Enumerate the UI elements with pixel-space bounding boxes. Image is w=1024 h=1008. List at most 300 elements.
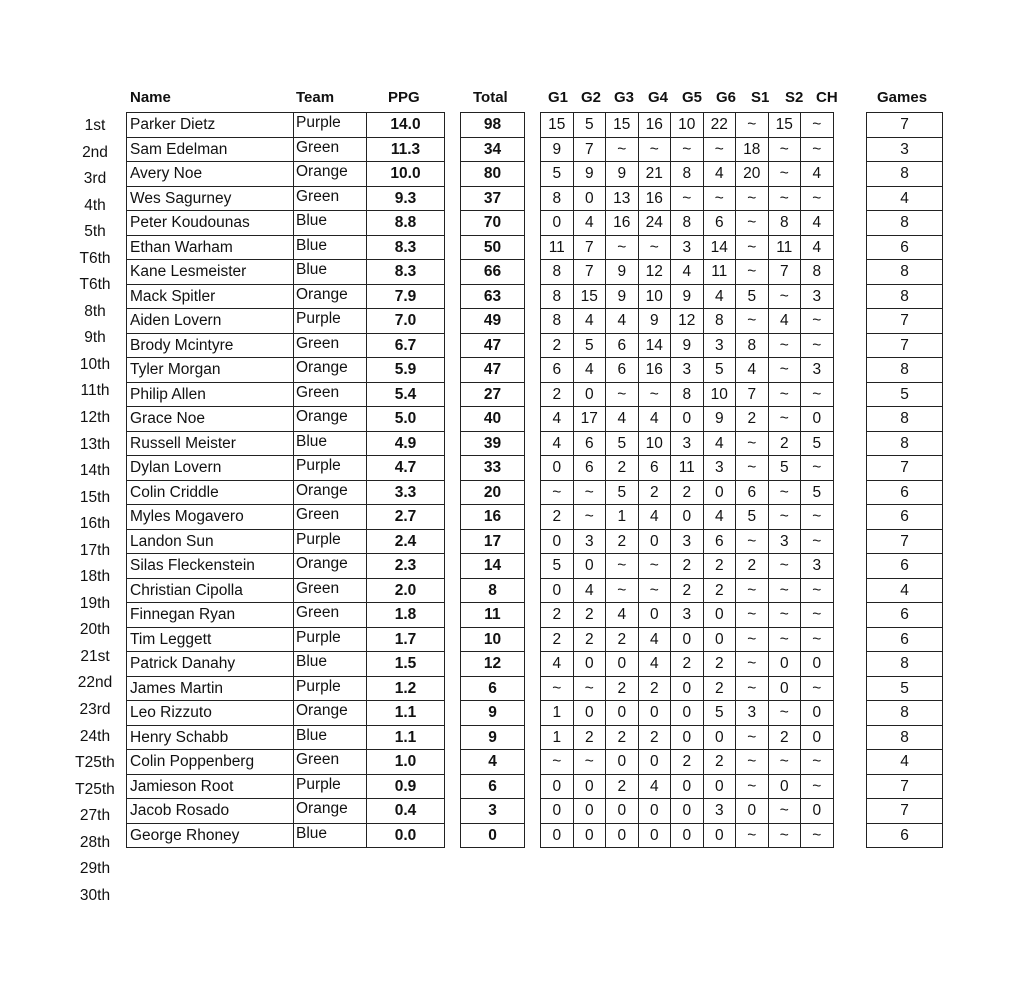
game-score-cell: ~	[801, 603, 834, 628]
games-cell: 8	[867, 284, 943, 309]
name-cell: Patrick Danahy	[127, 652, 294, 677]
table-row	[867, 235, 943, 260]
game-score-cell: 20	[736, 162, 769, 187]
game-score-cell: 3	[671, 529, 704, 554]
game-score-cell: ~	[736, 603, 769, 628]
game-score-cell: 2	[703, 652, 736, 677]
game-score-cell: 4	[703, 162, 736, 187]
table-row	[541, 676, 834, 701]
name-cell: Grace Noe	[127, 407, 294, 432]
ppg-cell: 0.9	[367, 774, 445, 799]
name-cell: Tyler Morgan	[127, 358, 294, 383]
table-row	[541, 358, 834, 383]
header-g3: G3	[614, 89, 635, 106]
table-row	[541, 725, 834, 750]
table-row	[867, 333, 943, 358]
ppg-cell: 4.7	[367, 456, 445, 481]
ppg-cell: 5.0	[367, 407, 445, 432]
game-score-cell: 0	[671, 407, 704, 432]
games-cell: 5	[867, 676, 943, 701]
team-cell: Orange	[294, 480, 367, 505]
game-score-cell: 11	[541, 235, 574, 260]
ppg-cell: 1.5	[367, 652, 445, 677]
table-row	[461, 701, 525, 726]
game-score-cell: ~	[801, 333, 834, 358]
ppg-cell: 0.4	[367, 799, 445, 824]
game-score-cell: 6	[573, 456, 606, 481]
game-score-cell: 4	[736, 358, 769, 383]
game-score-cell: 5	[703, 358, 736, 383]
table-row	[541, 701, 834, 726]
game-score-cell: 11	[768, 235, 801, 260]
game-score-cell: 8	[671, 382, 704, 407]
game-score-cell: ~	[736, 529, 769, 554]
table-row	[867, 750, 943, 775]
ppg-cell: 14.0	[367, 113, 445, 138]
table-row	[541, 652, 834, 677]
table-row	[541, 333, 834, 358]
game-score-cell: 2	[671, 578, 704, 603]
table-row	[461, 382, 525, 407]
game-score-cell: ~	[768, 186, 801, 211]
table-row	[127, 211, 445, 236]
game-score-cell: ~	[638, 578, 671, 603]
total-cell: 40	[461, 407, 525, 432]
table-row	[867, 211, 943, 236]
ppg-cell: 5.9	[367, 358, 445, 383]
game-score-cell: ~	[768, 505, 801, 530]
game-score-cell: 2	[573, 725, 606, 750]
table-row	[127, 603, 445, 628]
rank-cell: 1st	[84, 117, 106, 134]
game-score-cell: 3	[703, 333, 736, 358]
table-row	[541, 799, 834, 824]
games-cell: 6	[867, 603, 943, 628]
table-row	[541, 578, 834, 603]
table-row	[541, 603, 834, 628]
game-score-cell: 3	[736, 701, 769, 726]
game-score-cell: 0	[671, 505, 704, 530]
header-s2: S2	[785, 89, 804, 106]
total-cell: 50	[461, 235, 525, 260]
game-score-cell: 2	[606, 456, 639, 481]
game-score-cell: 4	[638, 652, 671, 677]
game-score-cell: ~	[801, 309, 834, 334]
name-cell: Colin Poppenberg	[127, 750, 294, 775]
table-row	[867, 725, 943, 750]
game-score-cell: 5	[541, 162, 574, 187]
game-score-cell: ~	[573, 750, 606, 775]
table-row	[461, 235, 525, 260]
team-cell: Blue	[294, 211, 367, 236]
rank-cell: 13th	[79, 435, 111, 453]
game-score-cell: 4	[606, 309, 639, 334]
total-cell: 3	[461, 799, 525, 824]
ppg-cell: 7.9	[367, 284, 445, 309]
table-row	[541, 382, 834, 407]
table-row	[867, 505, 943, 530]
game-score-cell: 0	[671, 725, 704, 750]
table-row	[127, 774, 445, 799]
table-row	[541, 162, 834, 187]
game-score-cell: 2	[541, 333, 574, 358]
game-score-cell: ~	[573, 480, 606, 505]
name-cell: Tim Leggett	[127, 627, 294, 652]
games-cell: 8	[867, 431, 943, 456]
game-score-cell: 3	[703, 799, 736, 824]
table-row	[127, 284, 445, 309]
total-cell: 47	[461, 358, 525, 383]
table-row	[541, 750, 834, 775]
table-row	[867, 676, 943, 701]
game-score-cell: ~	[736, 725, 769, 750]
game-score-cell: 2	[541, 505, 574, 530]
team-cell: Orange	[294, 162, 367, 187]
header-g2: G2	[581, 89, 602, 106]
games-cell: 7	[867, 333, 943, 358]
name-cell: Kane Lesmeister	[127, 260, 294, 285]
game-score-cell: ~	[736, 750, 769, 775]
game-score-cell: 3	[671, 431, 704, 456]
game-score-cell: 3	[671, 235, 704, 260]
team-cell: Orange	[294, 284, 367, 309]
game-score-cell: 0	[801, 725, 834, 750]
ppg-cell: 10.0	[367, 162, 445, 187]
rank-cell: 24th	[79, 727, 111, 745]
game-score-cell: 18	[736, 137, 769, 162]
table-row	[541, 554, 834, 579]
team-cell: Purple	[294, 627, 367, 652]
game-score-cell: 8	[801, 260, 834, 285]
game-score-cell: 6	[703, 529, 736, 554]
game-score-cell: ~	[768, 554, 801, 579]
games-cell: 7	[867, 309, 943, 334]
game-score-cell: ~	[801, 456, 834, 481]
rank-cell: T25th	[75, 754, 115, 772]
table-row	[127, 186, 445, 211]
game-score-cell: ~	[736, 235, 769, 260]
rank-cell: 21st	[80, 647, 110, 665]
games-cell: 7	[867, 774, 943, 799]
table-row	[461, 162, 525, 187]
name-cell: Parker Dietz	[127, 113, 294, 138]
game-score-cell: 14	[638, 333, 671, 358]
team-cell: Green	[294, 578, 367, 603]
game-score-cell: 2	[638, 480, 671, 505]
header-g5: G5	[682, 89, 703, 106]
rank-cell: 3rd	[83, 170, 107, 188]
rank-cell: 19th	[79, 594, 111, 612]
game-score-cell: 0	[541, 529, 574, 554]
game-score-cell: 3	[801, 284, 834, 309]
game-score-cell: ~	[801, 505, 834, 530]
name-cell: Jamieson Root	[127, 774, 294, 799]
game-score-cell: ~	[801, 627, 834, 652]
header-name: Name	[130, 89, 171, 106]
table-row	[867, 113, 943, 138]
game-score-cell: 5	[801, 480, 834, 505]
game-score-cell: 0	[541, 799, 574, 824]
team-cell: Green	[294, 603, 367, 628]
game-score-cell: 7	[768, 260, 801, 285]
ppg-cell: 1.1	[367, 725, 445, 750]
game-score-cell: 0	[573, 186, 606, 211]
game-score-cell: 2	[768, 725, 801, 750]
table-row	[127, 627, 445, 652]
table-row	[867, 823, 943, 848]
team-cell: Orange	[294, 554, 367, 579]
total-cell: 6	[461, 774, 525, 799]
total-cell: 66	[461, 260, 525, 285]
game-score-cell: 7	[736, 382, 769, 407]
total-cell: 12	[461, 652, 525, 677]
rank-cell: 23rd	[79, 701, 111, 719]
game-score-cell: 2	[541, 382, 574, 407]
rank-cell: 18th	[79, 568, 111, 586]
game-score-cell: 3	[801, 554, 834, 579]
game-score-cell: 2	[703, 676, 736, 701]
table-row	[867, 186, 943, 211]
table-row	[461, 309, 525, 334]
game-score-cell: 8	[703, 309, 736, 334]
game-score-cell: 2	[671, 750, 704, 775]
games-cell: 8	[867, 725, 943, 750]
game-score-cell: 9	[671, 333, 704, 358]
game-score-cell: 17	[573, 407, 606, 432]
game-score-cell: 15	[573, 284, 606, 309]
game-score-cell: 0	[606, 652, 639, 677]
game-score-cell: 0	[801, 652, 834, 677]
total-cell: 98	[461, 113, 525, 138]
game-score-cell: ~	[638, 382, 671, 407]
table-row	[867, 480, 943, 505]
name-cell: Avery Noe	[127, 162, 294, 187]
game-score-cell: 6	[573, 431, 606, 456]
game-score-cell: ~	[638, 235, 671, 260]
game-score-cell: 2	[573, 627, 606, 652]
game-score-cell: 0	[606, 823, 639, 848]
game-score-cell: 2	[671, 554, 704, 579]
header-g6: G6	[716, 89, 737, 106]
name-cell: Wes Sagurney	[127, 186, 294, 211]
game-score-cell: 10	[638, 431, 671, 456]
game-score-cell: ~	[541, 676, 574, 701]
game-score-cell: 13	[606, 186, 639, 211]
table-row	[867, 799, 943, 824]
ppg-cell: 3.3	[367, 480, 445, 505]
game-score-cell: ~	[541, 750, 574, 775]
game-score-cell: 7	[573, 235, 606, 260]
game-score-cell: 0	[703, 480, 736, 505]
team-cell: Purple	[294, 456, 367, 481]
game-score-cell: ~	[801, 774, 834, 799]
table-row	[461, 578, 525, 603]
table-row	[867, 358, 943, 383]
game-score-cell: ~	[736, 652, 769, 677]
header-g1: G1	[548, 89, 569, 106]
game-score-cell: 6	[736, 480, 769, 505]
ppg-cell: 8.3	[367, 260, 445, 285]
rank-cell: 5th	[84, 223, 106, 241]
table-row	[461, 554, 525, 579]
table-row	[541, 505, 834, 530]
table-row	[127, 309, 445, 334]
games-cell: 3	[867, 137, 943, 162]
name-cell: Myles Mogavero	[127, 505, 294, 530]
game-score-cell: 6	[638, 456, 671, 481]
game-score-cell: 0	[573, 652, 606, 677]
table-row	[127, 407, 445, 432]
game-score-cell: ~	[736, 578, 769, 603]
table-row	[461, 186, 525, 211]
total-cell: 70	[461, 211, 525, 236]
table-row	[461, 284, 525, 309]
games-cell: 7	[867, 456, 943, 481]
game-score-cell: 0	[541, 456, 574, 481]
table-row	[127, 456, 445, 481]
name-cell: Jacob Rosado	[127, 799, 294, 824]
table-row	[867, 137, 943, 162]
game-score-cell: 0	[671, 774, 704, 799]
team-cell: Blue	[294, 235, 367, 260]
game-score-cell: ~	[671, 186, 704, 211]
game-score-cell: 2	[606, 529, 639, 554]
game-score-cell: ~	[736, 431, 769, 456]
rank-cell: 12th	[79, 409, 111, 427]
game-score-cell: 5	[736, 505, 769, 530]
table-row	[127, 358, 445, 383]
name-cell: Silas Fleckenstein	[127, 554, 294, 579]
game-score-cell: 0	[573, 799, 606, 824]
name-cell: James Martin	[127, 676, 294, 701]
table-row	[127, 382, 445, 407]
team-cell: Green	[294, 505, 367, 530]
ppg-cell: 9.3	[367, 186, 445, 211]
game-score-cell: 9	[606, 162, 639, 187]
game-score-cell: 9	[606, 260, 639, 285]
game-score-cell: ~	[801, 186, 834, 211]
ppg-cell: 1.0	[367, 750, 445, 775]
table-row	[867, 260, 943, 285]
team-cell: Purple	[294, 309, 367, 334]
total-cell: 0	[461, 823, 525, 848]
game-score-cell: 2	[736, 407, 769, 432]
ppg-cell: 4.9	[367, 431, 445, 456]
game-score-cell: 0	[671, 627, 704, 652]
team-cell: Orange	[294, 799, 367, 824]
game-score-cell: 0	[768, 676, 801, 701]
game-score-cell: 0	[541, 211, 574, 236]
table-row	[461, 603, 525, 628]
table-row	[461, 676, 525, 701]
games-cell: 8	[867, 407, 943, 432]
game-score-cell: 0	[671, 701, 704, 726]
ppg-cell: 8.8	[367, 211, 445, 236]
table-row	[461, 431, 525, 456]
table-row	[541, 823, 834, 848]
game-score-cell: 12	[638, 260, 671, 285]
game-score-cell: 5	[736, 284, 769, 309]
rank-cell: 20th	[79, 621, 111, 639]
total-cell: 49	[461, 309, 525, 334]
game-score-cell: 0	[606, 701, 639, 726]
table-row	[461, 358, 525, 383]
total-cell: 10	[461, 627, 525, 652]
ppg-cell: 2.4	[367, 529, 445, 554]
games-cell: 4	[867, 750, 943, 775]
game-score-cell: 16	[606, 211, 639, 236]
game-score-cell: ~	[768, 603, 801, 628]
game-score-cell: 5	[801, 431, 834, 456]
header-s1: S1	[751, 89, 770, 106]
table-row	[127, 578, 445, 603]
game-score-cell: ~	[736, 456, 769, 481]
table-row	[867, 382, 943, 407]
game-score-cell: 5	[573, 113, 606, 138]
game-score-cell: 2	[768, 431, 801, 456]
table-row	[541, 186, 834, 211]
game-score-cell: 6	[703, 211, 736, 236]
ppg-cell: 7.0	[367, 309, 445, 334]
game-score-cell: 8	[541, 309, 574, 334]
game-score-cell: ~	[736, 211, 769, 236]
table-row	[127, 431, 445, 456]
game-score-cell: ~	[768, 358, 801, 383]
game-score-cell: ~	[541, 480, 574, 505]
name-cell: Landon Sun	[127, 529, 294, 554]
game-score-cell: ~	[703, 137, 736, 162]
game-score-cell: 4	[606, 603, 639, 628]
game-score-cell: ~	[703, 186, 736, 211]
game-score-cell: ~	[768, 701, 801, 726]
team-cell: Purple	[294, 676, 367, 701]
game-score-cell: 0	[638, 823, 671, 848]
game-score-cell: 24	[638, 211, 671, 236]
game-score-cell: 2	[606, 627, 639, 652]
game-score-cell: 0	[768, 652, 801, 677]
table-row	[541, 431, 834, 456]
table-row	[541, 480, 834, 505]
game-score-cell: 4	[703, 284, 736, 309]
game-score-cell: 8	[671, 162, 704, 187]
game-score-cell: ~	[736, 627, 769, 652]
total-cell: 9	[461, 701, 525, 726]
game-score-cell: ~	[768, 627, 801, 652]
table-row	[127, 554, 445, 579]
total-cell: 37	[461, 186, 525, 211]
table-row	[127, 260, 445, 285]
rank-cell: 11th	[80, 382, 110, 400]
table-row	[867, 529, 943, 554]
table-row	[461, 529, 525, 554]
game-score-cell: 0	[801, 407, 834, 432]
rank-cell: 4th	[84, 196, 106, 214]
team-cell: Blue	[294, 431, 367, 456]
table-row	[867, 578, 943, 603]
game-score-cell: 0	[703, 603, 736, 628]
games-cell: 8	[867, 358, 943, 383]
team-cell: Green	[294, 382, 367, 407]
table-row	[461, 627, 525, 652]
game-score-cell: 2	[736, 554, 769, 579]
name-cell: George Rhoney	[127, 823, 294, 848]
game-score-cell: 5	[541, 554, 574, 579]
rank-cell: T25th	[75, 780, 115, 798]
table-row	[461, 799, 525, 824]
total-cell: 27	[461, 382, 525, 407]
games-cell: 6	[867, 505, 943, 530]
table-row	[461, 774, 525, 799]
